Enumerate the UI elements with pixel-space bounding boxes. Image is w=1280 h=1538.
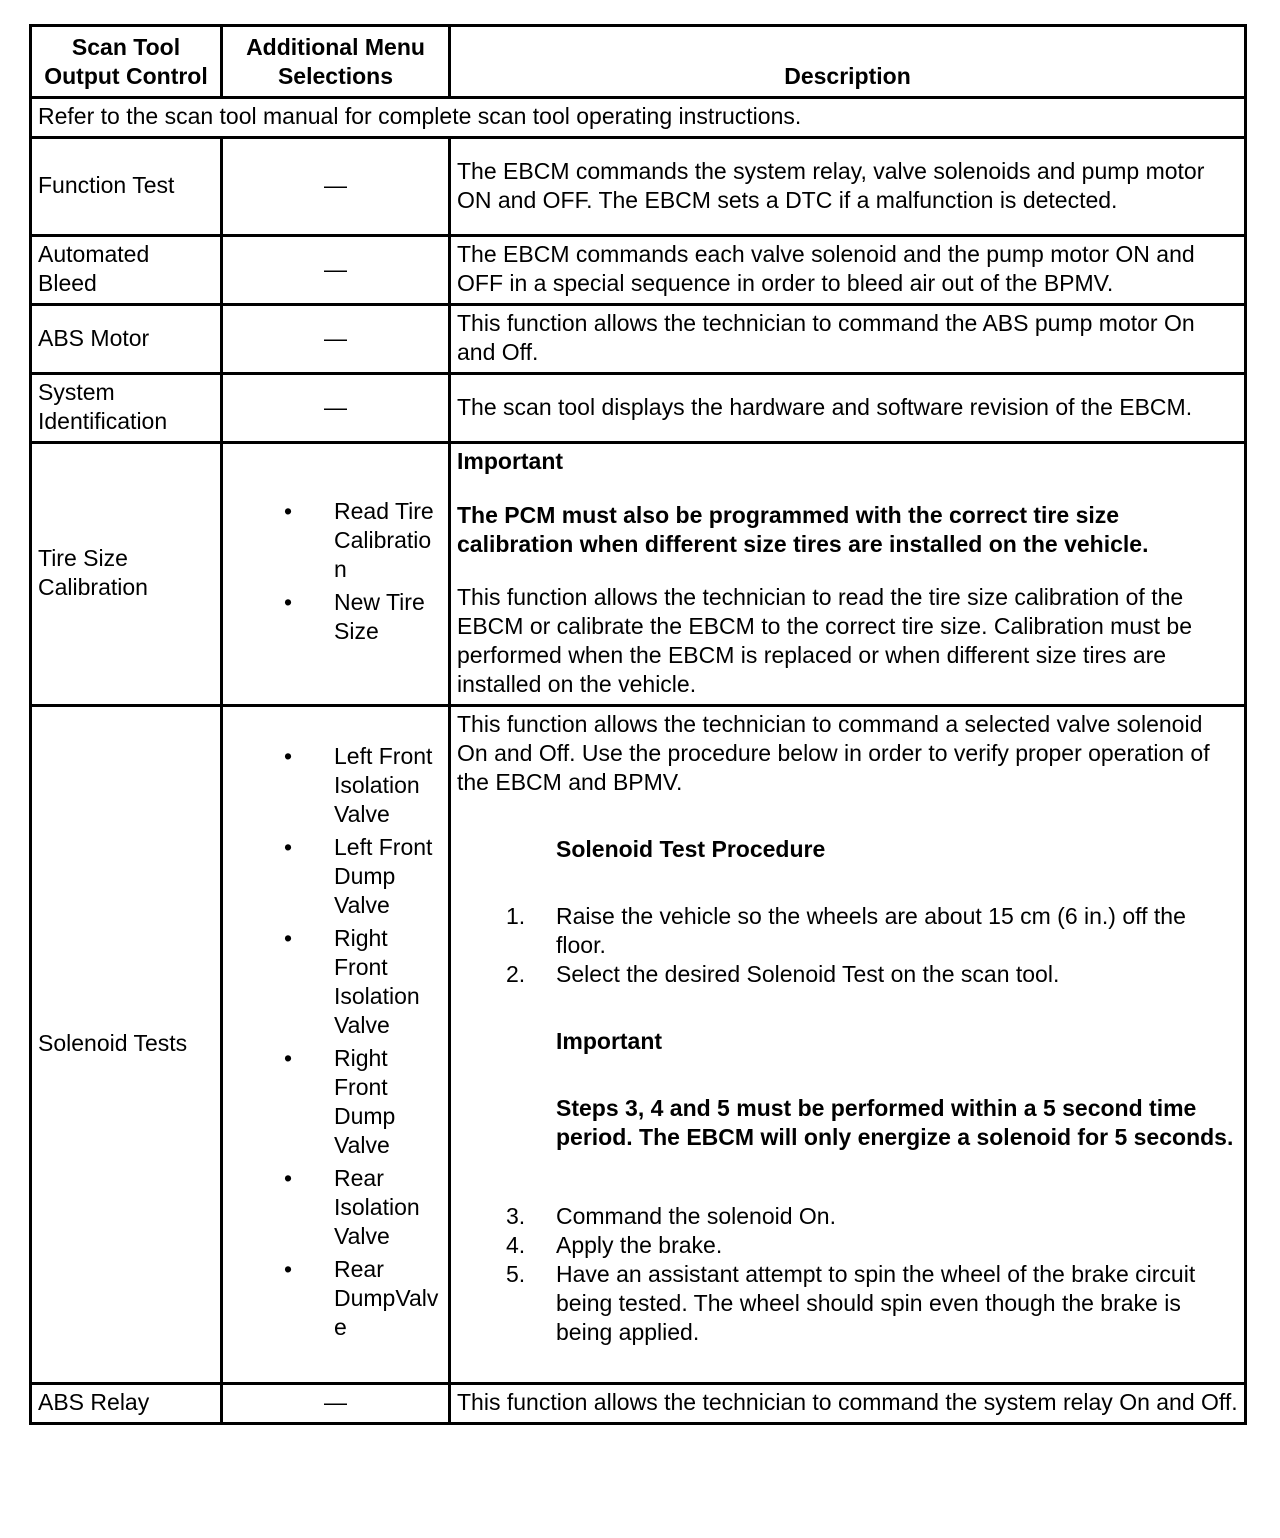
list-item: • Right Front Dump Valve xyxy=(284,1044,442,1160)
step-number: 3. xyxy=(506,1203,526,1229)
selection-dash: — xyxy=(222,1384,450,1424)
note-row xyxy=(31,98,1246,138)
selection-dash: — xyxy=(222,236,450,305)
selection-list-cell xyxy=(222,443,450,706)
solenoid-test-procedure xyxy=(506,835,1238,1377)
table-row xyxy=(31,374,1246,443)
step-item xyxy=(506,960,1238,989)
description: This function allows the technician to command the ABS pump motor On and Off. xyxy=(450,305,1246,374)
step-item xyxy=(506,1260,1238,1347)
step-number: 2. xyxy=(506,961,526,987)
list-item: • Right Front Isolation Valve xyxy=(284,924,442,1040)
header-description: Description xyxy=(450,26,1246,98)
step-text: Raise the vehicle so the wheels are about 15 cm (6 in.) off the floor. xyxy=(556,903,1186,958)
list-item: • Left Front Dump Valve xyxy=(284,833,442,920)
step-item xyxy=(506,1202,1238,1231)
header-additional-menu: Additional Menu Selections xyxy=(222,26,450,98)
list-item: • Left Front Isolation Valve xyxy=(284,742,442,829)
step-item xyxy=(506,902,1238,960)
table-row xyxy=(31,443,1246,706)
description xyxy=(450,443,1246,706)
description: The scan tool displays the hardware and software revision of the EBCM. xyxy=(450,374,1246,443)
description xyxy=(450,706,1246,1384)
intro-text: This function allows the technician to command a selected valve solenoid On and Off. Use the procedure below in order to verify proper operation of the EBCM and BPMV. xyxy=(457,711,1210,795)
step-item xyxy=(506,1231,1238,1260)
important-text: Steps 3, 4 and 5 must be performed within a 5 second time period. The EBCM will only energize a solenoid for 5 seconds. xyxy=(556,1095,1234,1150)
step-number: 1. xyxy=(506,903,526,929)
step-text: Apply the brake. xyxy=(556,1232,723,1258)
table-row xyxy=(31,706,1246,1384)
header-row xyxy=(31,26,1246,98)
header-output-control: Scan Tool Output Control xyxy=(31,26,222,98)
description: The EBCM commands the system relay, valve solenoids and pump motor ON and OFF. The EBCM sets a DTC if a malfunction is detected. xyxy=(450,138,1246,236)
description-text: This function allows the technician to read the tire size calibration of the EBCM or calibrate the EBCM to the correct tire size. Calibration must be performed when the EBCM is replaced or when different size tires are installed on the vehicle. xyxy=(457,584,1193,697)
important-label: Important xyxy=(556,1028,663,1054)
step-number: 4. xyxy=(506,1232,526,1258)
selection-list xyxy=(229,497,442,646)
control-name: ABS Motor xyxy=(31,305,222,374)
list-item: • Rear DumpValve xyxy=(284,1255,442,1342)
table-row xyxy=(31,138,1246,236)
step-text: Have an assistant attempt to spin the wheel of the brake circuit being tested. The wheel should spin even though the brake is being applied. xyxy=(556,1261,1196,1345)
selection-dash: — xyxy=(222,374,450,443)
steps-list xyxy=(506,1202,1238,1347)
procedure-title: Solenoid Test Procedure xyxy=(556,836,826,862)
step-text: Command the solenoid On. xyxy=(556,1203,836,1229)
control-name: Tire Size Calibration xyxy=(31,443,222,706)
steps-list xyxy=(506,902,1238,989)
description: The EBCM commands each valve solenoid and the pump motor ON and OFF in a special sequence in order to bleed air out of the BPMV. xyxy=(450,236,1246,305)
table-row xyxy=(31,1384,1246,1424)
manual-note: Refer to the scan tool manual for complete scan tool operating instructions. xyxy=(31,98,1246,138)
description: This function allows the technician to command the system relay On and Off. xyxy=(450,1384,1246,1424)
table-row xyxy=(31,236,1246,305)
control-name: ABS Relay xyxy=(31,1384,222,1424)
control-name: Solenoid Tests xyxy=(31,706,222,1384)
selection-dash: — xyxy=(222,305,450,374)
table-row xyxy=(31,305,1246,374)
selection-dash: — xyxy=(222,138,450,236)
selection-list xyxy=(229,742,442,1342)
step-number: 5. xyxy=(506,1261,526,1287)
important-label: Important xyxy=(457,448,564,474)
list-item: • Rear Isolation Valve xyxy=(284,1164,442,1251)
list-item: • Read Tire Calibration xyxy=(284,497,442,584)
important-text: The PCM must also be programmed with the correct tire size calibration when different size tires are installed on the vehicle. xyxy=(457,502,1149,557)
control-name: System Identification xyxy=(31,374,222,443)
scan-tool-output-table xyxy=(29,24,1247,1425)
step-text: Select the desired Solenoid Test on the scan tool. xyxy=(556,961,1060,987)
list-item: • New Tire Size xyxy=(284,588,442,646)
selection-list-cell xyxy=(222,706,450,1384)
control-name: Function Test xyxy=(31,138,222,236)
control-name: Automated Bleed xyxy=(31,236,222,305)
